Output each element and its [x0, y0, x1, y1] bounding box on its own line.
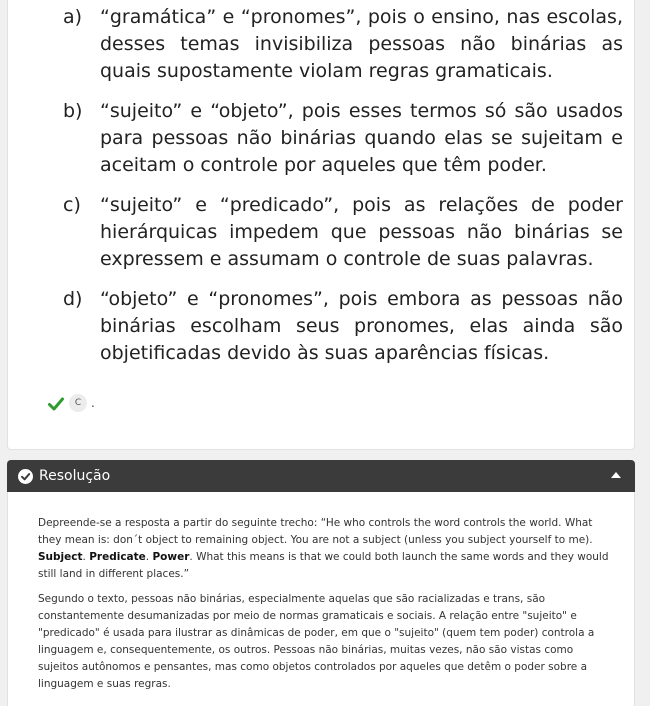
option-letter: d): [63, 288, 83, 310]
bold-predicate: Predicate: [89, 551, 146, 563]
option-a[interactable]: [63, 4, 623, 85]
option-c[interactable]: [63, 192, 623, 273]
option-text: “objeto” e “pronomes”, pois embora as pessoas não binárias escolham seus pronomes, elas ainda são objetificadas devido às suas aparências físicas.: [100, 288, 623, 364]
option-d[interactable]: [63, 286, 623, 367]
option-text: “sujeito” e “objeto”, pois esses termos só são usados para pessoas não binárias quando elas se sujeitam e aceitam o controle por aqueles que têm poder.: [100, 100, 623, 176]
resolution-paragraph: Segundo o texto, pessoas não binárias, especialmente aquelas que são racializadas e trans, são constantemente desumanizadas por meio de normas gramaticais e sociais. A relação entre "sujeito" e "predicado" é usada para ilustrar as dinâmicas de poder, em que o "sujeito" (quem tem poder) controla a linguagem e, consequentemente, os outros. Pessoas não binárias, muitas vezes, não são vistas como sujeitos autônomos e pensantes, mas como objetos controlados por aqueles que detêm o poder sobre a linguagem e suas regras.: [38, 593, 595, 690]
option-letter: c): [63, 194, 81, 216]
option-text: “gramática” e “pronomes”, pois o ensino, nas escolas, desses temas invisibiliza pessoas não binárias as quais supostamente violam regras gramaticais.: [100, 6, 623, 82]
option-text: “sujeito” e “predicado”, pois as relações de poder hierárquicas impedem que pessoas não binárias se expressem e assumam o controle de suas palavras.: [100, 194, 623, 270]
resolution-paragraph: Depreende-se a resposta a partir do seguinte trecho: “He who controls the word controls the world. What they mean is: don´t object to remaining object. You are not a subject (unless you subject yourself to me). Subject. Predicate. Power. What this means is that we could both launch the same words and they would still land in different places.”: [38, 517, 609, 580]
caret-up-icon[interactable]: [611, 472, 621, 478]
resolution-toggle[interactable]: [7, 460, 635, 492]
quote-outro: What this means is that we could both launch the same words and they would still land in different places.”: [38, 551, 609, 580]
option-b[interactable]: [63, 98, 623, 179]
option-letter: b): [63, 100, 83, 122]
check-icon: [48, 396, 64, 410]
option-letter: a): [63, 6, 83, 28]
quote-intro: Depreende-se a resposta a partir do seguinte trecho: “He who controls the word controls the world. What they mean is: don´t object to remaining object. You are not a subject (unless you subject yourself to me).: [38, 517, 593, 546]
check-circle-icon: [18, 469, 33, 484]
correct-answer: [48, 393, 95, 413]
bold-power: Power: [152, 551, 190, 563]
answer-suffix: .: [91, 396, 95, 410]
answer-letter-badge: C: [69, 394, 87, 412]
resolution-title: Resolução: [39, 468, 111, 484]
resolution-body: [7, 492, 635, 706]
question-card: [7, 0, 635, 450]
bold-subject: Subject: [38, 551, 83, 563]
